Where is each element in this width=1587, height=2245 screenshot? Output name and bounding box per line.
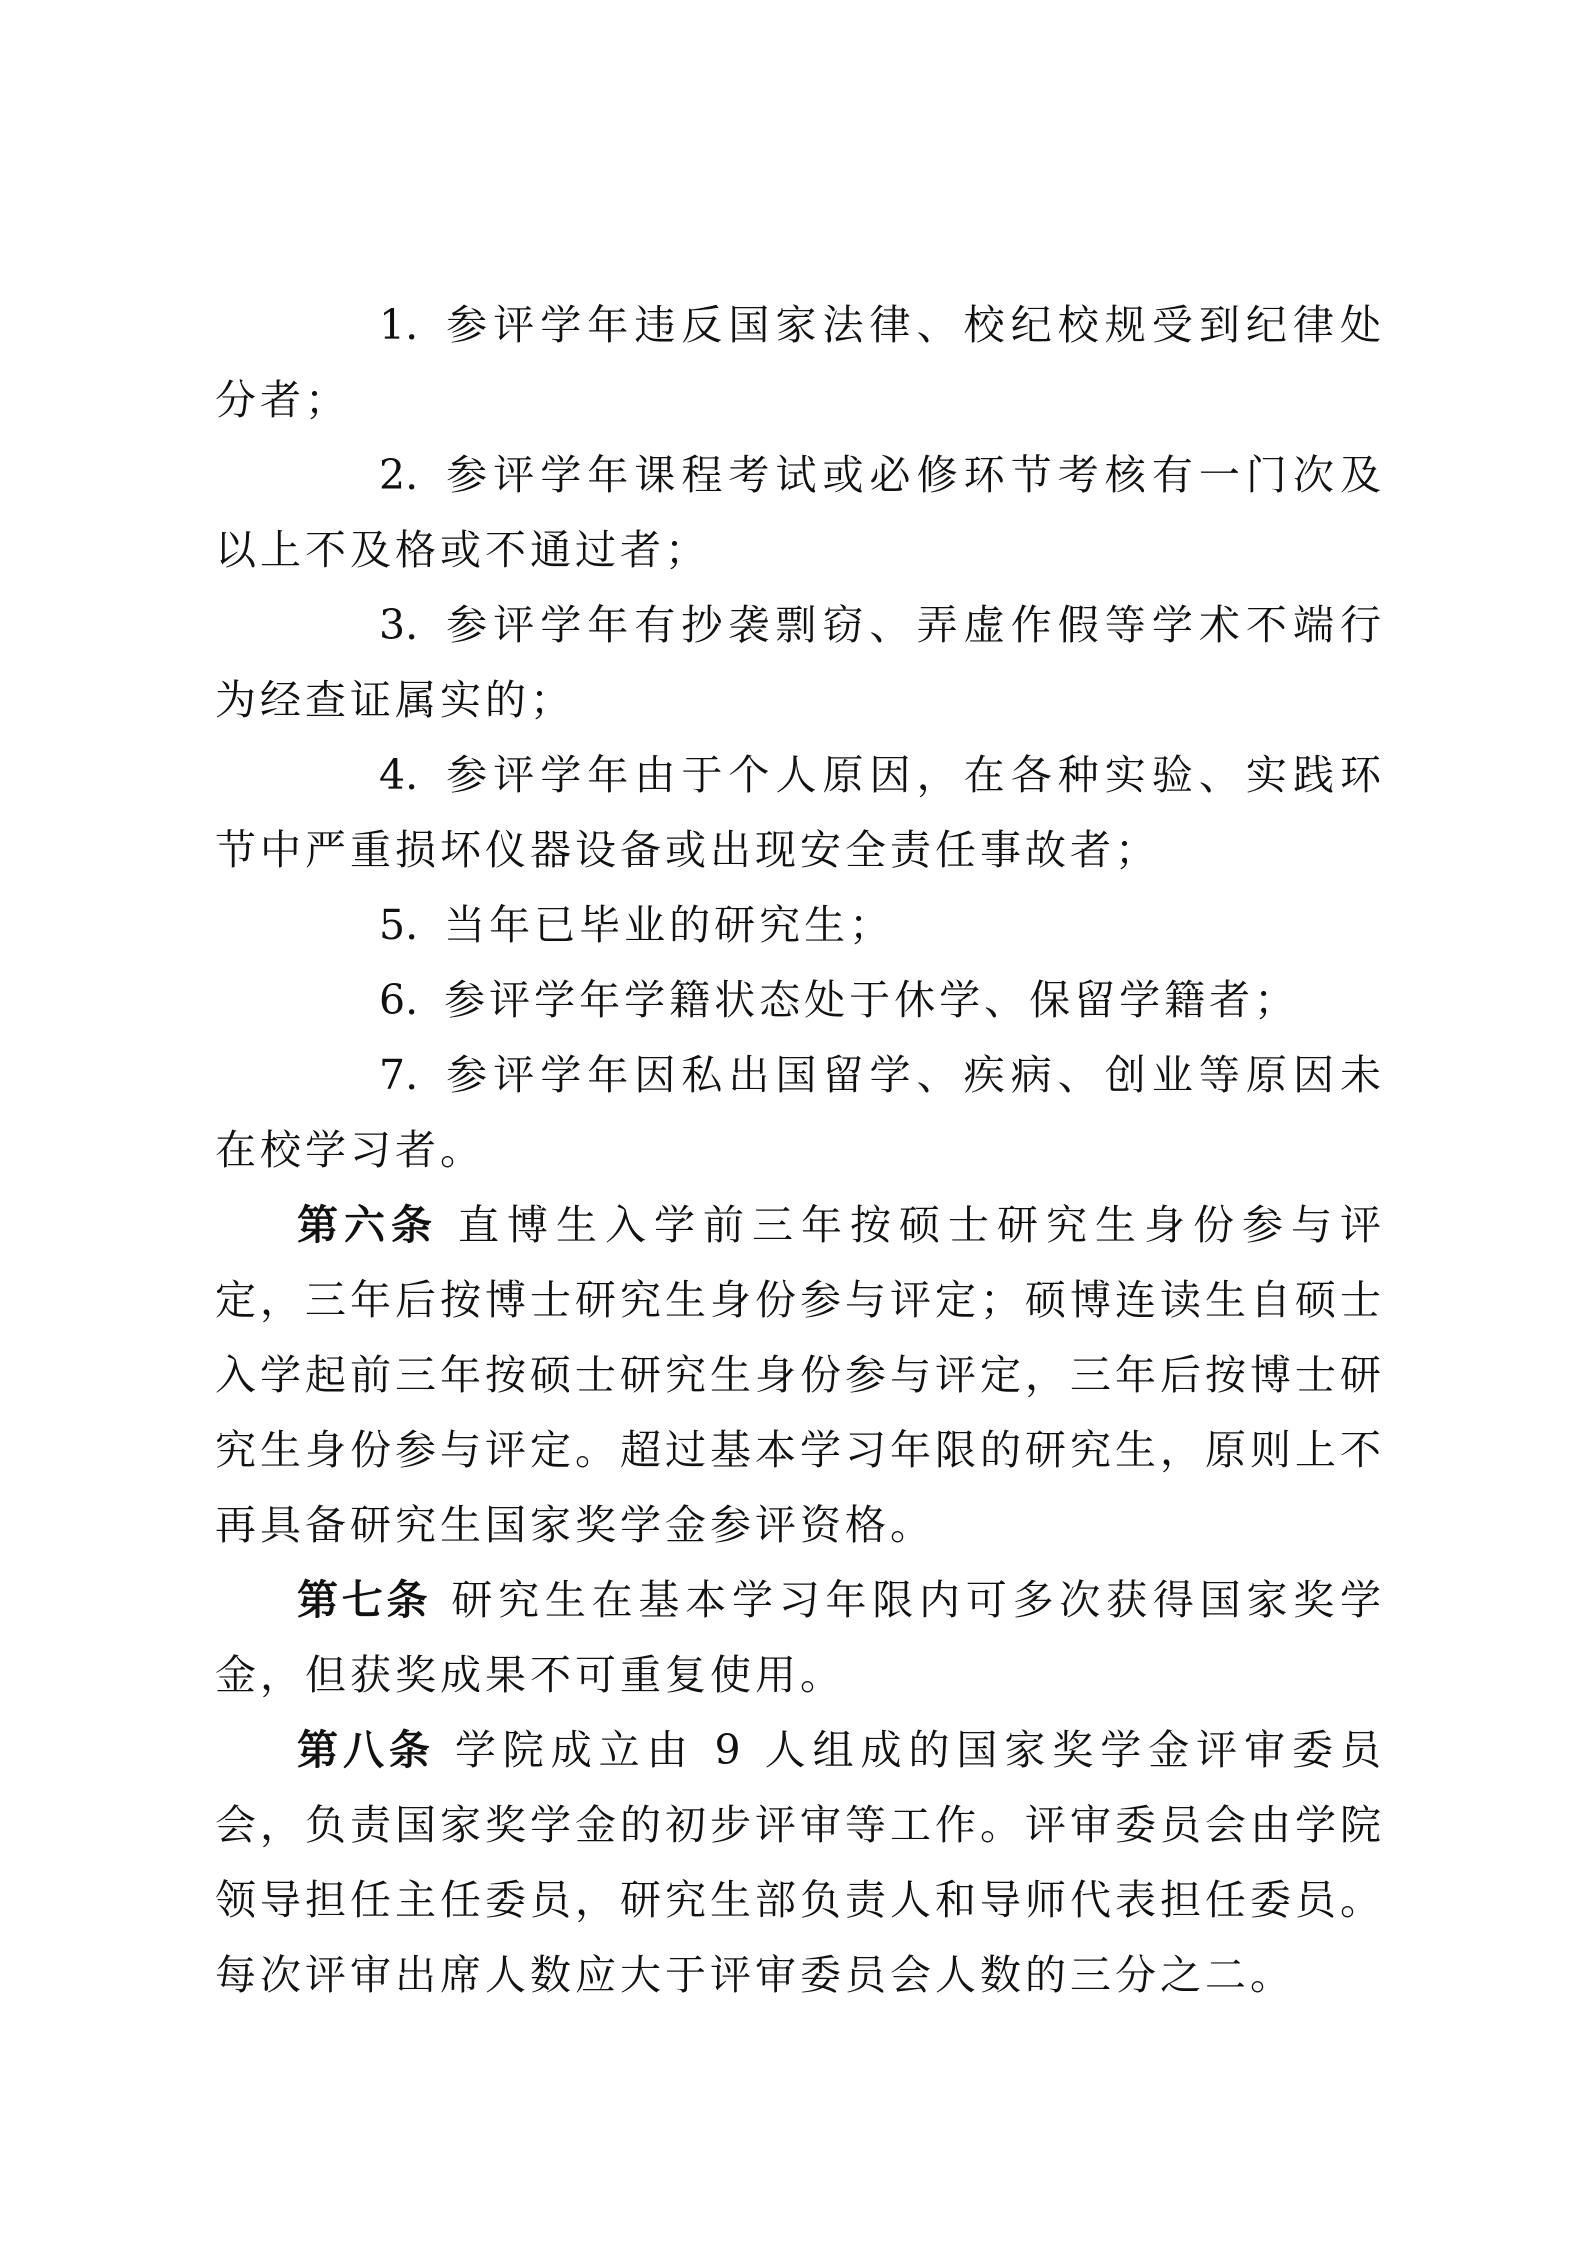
article-paragraph <box>215 1188 1385 1563</box>
list-item <box>215 963 1385 1038</box>
article-title: 第八条 <box>297 1726 435 1774</box>
list-item <box>215 888 1385 963</box>
item-text: 参评学年学籍状态处于休学、保留学籍者； <box>444 976 1300 1024</box>
item-text: 参评学年由于个人原因，在各种实验、实践环节中严重损坏仪器设备或出现安全责任事故者； <box>215 751 1385 874</box>
item-text: 参评学年违反国家法律、校纪校规受到纪律处分者； <box>215 301 1385 424</box>
article-title: 第七条 <box>297 1576 432 1624</box>
list-item <box>215 438 1385 588</box>
document-page <box>215 288 1385 2013</box>
item-number: 4. <box>379 751 419 799</box>
item-number: 6. <box>379 976 419 1024</box>
list-item <box>215 588 1385 738</box>
item-number: 5. <box>379 901 419 949</box>
item-number: 2. <box>379 451 419 499</box>
article-text: 直博生入学前三年按硕士研究生身份参与评定，三年后按博士研究生身份参与评定；硕博连读生自硕士入学起前三年按硕士研究生身份参与评定，三年后按博士研究生身份参与评定。超过基本学习年限的研究生，原则上不再具备研究生国家奖学金参评资格。 <box>215 1201 1385 1549</box>
list-item <box>215 1038 1385 1188</box>
item-text: 参评学年课程考试或必修环节考核有一门次及以上不及格或不通过者； <box>215 451 1385 574</box>
item-text: 参评学年有抄袭剽窃、弄虚作假等学术不端行为经查证属实的； <box>215 601 1385 724</box>
article-text: 学院成立由 9 人组成的国家奖学金评审委员会，负责国家奖学金的初步评审等工作。评审委员会由学院领导担任主任委员，研究生部负责人和导师代表担任委员。每次评审出席人数应大于评审委员会人数的三分之二。 <box>215 1726 1385 1999</box>
item-text: 当年已毕业的研究生； <box>444 901 895 949</box>
article-paragraph <box>215 1713 1385 2013</box>
article-title: 第六条 <box>297 1201 438 1249</box>
item-number: 3. <box>379 601 419 649</box>
item-number: 1. <box>379 301 419 349</box>
article-paragraph <box>215 1563 1385 1713</box>
article-text: 研究生在基本学习年限内可多次获得国家奖学金，但获奖成果不可重复使用。 <box>215 1576 1386 1699</box>
item-number: 7. <box>379 1051 419 1099</box>
item-text: 参评学年因私出国留学、疾病、创业等原因未在校学习者。 <box>215 1051 1385 1174</box>
list-item <box>215 288 1385 438</box>
list-item <box>215 738 1385 888</box>
